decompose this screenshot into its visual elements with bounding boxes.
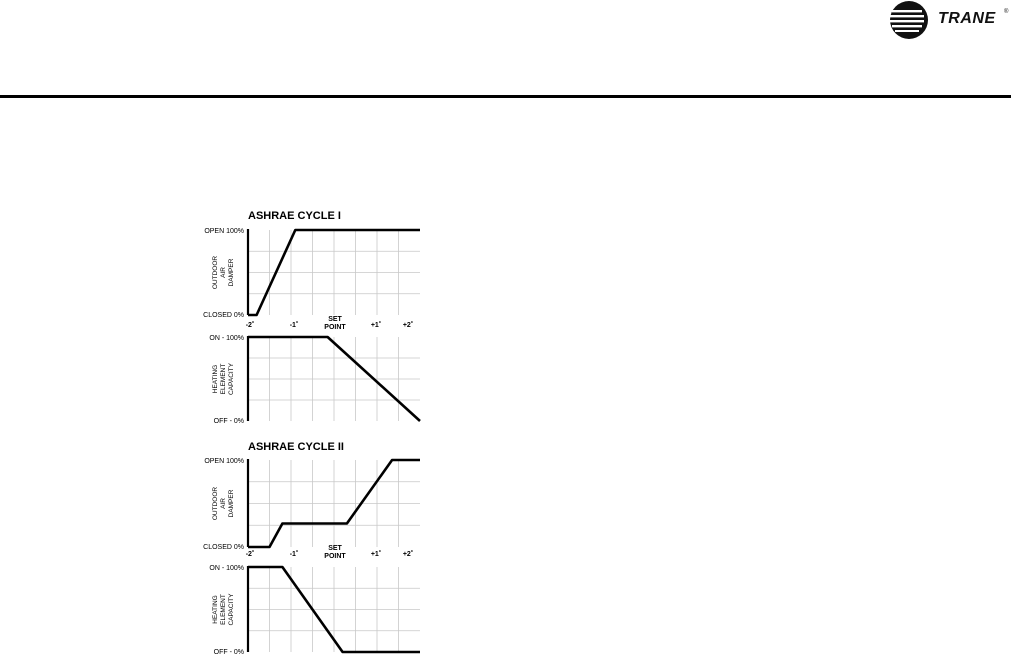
y-top-label: OPEN 100% [204, 228, 244, 235]
x-tick-label: +1˚ [370, 551, 382, 558]
x-tick-label: SET [328, 316, 342, 323]
x-tick-label: +1˚ [370, 322, 382, 329]
x-tick-label: -2˚ [245, 322, 255, 329]
x-tick-label: +2˚ [402, 551, 414, 558]
y-axis-label-line: DAMPER [228, 258, 235, 287]
y-axis-label-line: AIR [220, 498, 227, 509]
x-tick-label: SET [328, 545, 342, 552]
y-axis-label-line: DAMPER [228, 489, 235, 518]
x-tick-label: -1˚ [289, 551, 299, 558]
y-axis-label-line: OUTDOOR [212, 255, 219, 290]
y-bottom-label: CLOSED 0% [203, 544, 244, 551]
brand-name: TRANE [938, 10, 996, 27]
y-bottom-label: OFF - 0% [213, 649, 244, 655]
y-axis-label-line: ELEMENT [220, 363, 227, 395]
y-axis-label-line: CAPACITY [228, 593, 235, 626]
y-bottom-label: CLOSED 0% [203, 312, 244, 319]
y-bottom-label: OFF - 0% [213, 418, 244, 425]
y-axis-label-line: OUTDOOR [212, 486, 219, 521]
y-top-label: ON - 100% [209, 335, 244, 342]
x-tick-label: POINT [324, 553, 346, 560]
chart-title: ASHRAE CYCLE I [248, 210, 341, 222]
y-axis-label-line: HEATING [212, 595, 219, 624]
registered-mark: ® [1004, 9, 1009, 15]
x-tick-label: +2˚ [402, 322, 414, 329]
y-axis-label-line: AIR [220, 267, 227, 278]
y-axis-label-line: ELEMENT [220, 594, 227, 625]
y-axis-label-line: HEATING [212, 364, 219, 394]
x-tick-label: -2˚ [245, 551, 255, 558]
y-top-label: ON - 100% [209, 565, 244, 572]
chart-title: ASHRAE CYCLE II [248, 441, 344, 453]
y-top-label: OPEN 100% [204, 458, 244, 465]
y-axis-label-line: CAPACITY [228, 362, 235, 396]
x-tick-label: -1˚ [289, 322, 299, 329]
x-tick-label: POINT [324, 324, 346, 331]
